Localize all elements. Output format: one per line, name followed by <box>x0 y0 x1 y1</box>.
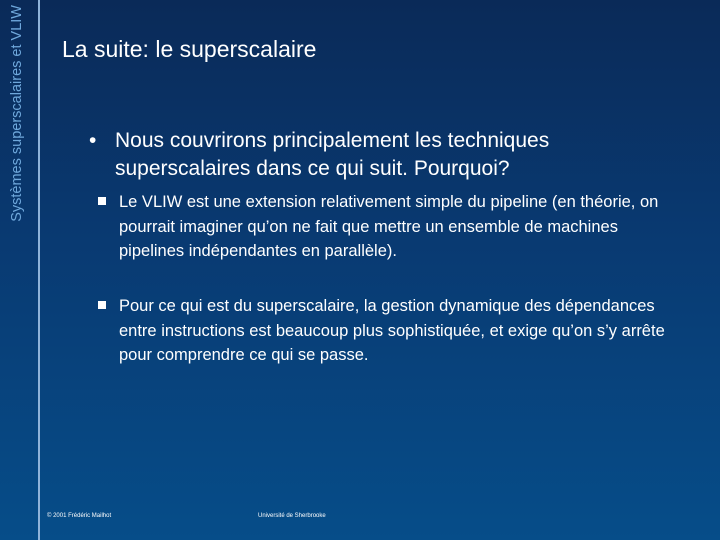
sub-bullet-superscalar <box>98 294 668 368</box>
sub-bullet-text: Pour ce qui est du superscalaire, la gestion dynamique des dépendances entre instructions est beaucoup plus sophistiquée, et exige qu’on s’y arrête pour comprendre ce qui se passe. <box>119 297 665 364</box>
side-label <box>0 0 34 310</box>
square-bullet-icon <box>98 301 106 309</box>
slide-title: La suite: le superscalaire <box>62 36 317 62</box>
square-bullet-icon <box>98 197 106 205</box>
sub-bullet-vliw <box>98 190 668 264</box>
main-bullet-text: Nous couvrirons principalement les techniques superscalaires dans ce qui suit. Pourquoi? <box>115 129 550 180</box>
footer-copyright: © 2001 Frédéric Mailhot <box>47 513 112 519</box>
main-bullet <box>88 127 688 183</box>
bullet-dot-icon: • <box>89 129 97 152</box>
footer-institution: Université de Sherbrooke <box>258 513 326 519</box>
side-label-text: Systèmes superscalaires et VLIW <box>9 5 25 222</box>
sub-bullet-text: Le VLIW est une extension relativement simple du pipeline (en théorie, on pourrait imaginer qu’on ne fait que mettre un ensemble de machines pipelines indépendantes en parallèle). <box>119 193 659 260</box>
side-divider <box>38 0 40 540</box>
